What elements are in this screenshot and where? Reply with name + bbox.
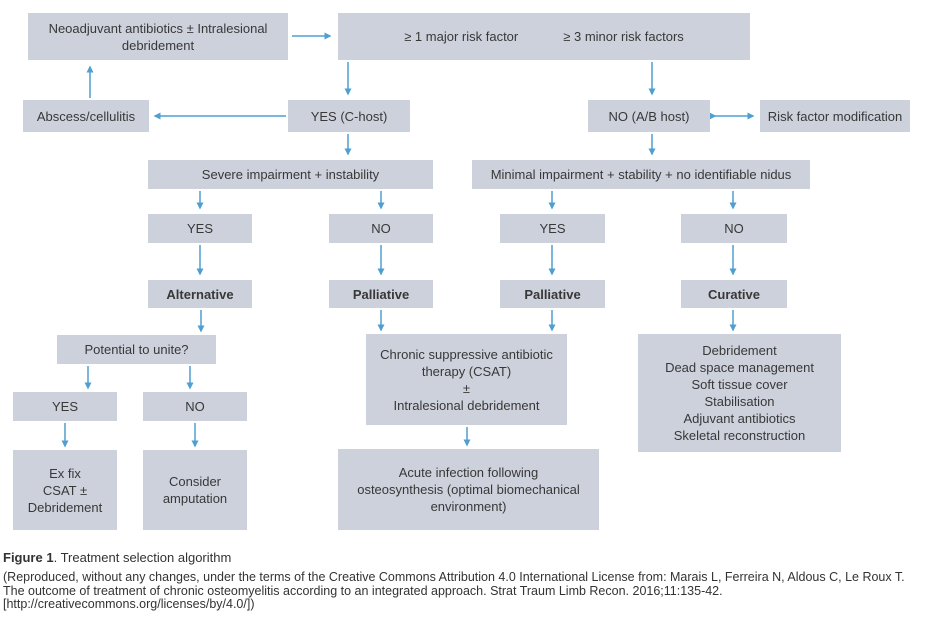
node-csat <box>366 334 567 425</box>
node-text: YES <box>186 221 213 236</box>
node-risk-factor-modification <box>760 100 910 132</box>
node-minimal-impairment <box>472 160 810 189</box>
node-text: Alternative <box>166 286 234 302</box>
node-yes-unite <box>13 392 117 421</box>
list-item: Adjuvant antibiotics <box>683 411 796 426</box>
node-yes-c-host <box>288 100 410 132</box>
node-no-ab-host <box>588 100 710 132</box>
node-palliative-right <box>500 280 605 308</box>
node-text: therapy (CSAT) <box>421 363 512 379</box>
node-text: Risk factor modification <box>767 108 903 124</box>
node-no-unite <box>143 392 247 421</box>
node-text: Minimal impairment + stability + no identifiable nidus <box>490 167 792 182</box>
node-text: NO <box>185 399 205 414</box>
node-text: YES (C-host) <box>310 108 388 124</box>
node-text: amputation <box>162 491 228 506</box>
node-text: Neoadjuvant antibiotics ± Intralesional <box>48 20 268 36</box>
node-text: Palliative <box>524 286 581 302</box>
node-text: YES <box>51 399 78 414</box>
node-text: Chronic suppressive antibiotic <box>380 346 553 362</box>
major-risk-factor-text: ≥ 1 major risk factor <box>404 29 519 44</box>
node-risk-factors <box>338 13 750 60</box>
figure-caption-title <box>3 549 923 567</box>
list-item: Dead space management <box>665 360 814 375</box>
list-item: Debridement <box>702 343 777 358</box>
list-item: Skeletal reconstruction <box>673 428 806 443</box>
node-curative-treatment-list <box>638 334 841 452</box>
figure-title-text: . Treatment selection algorithm <box>53 550 232 565</box>
node-text: Acute infection following <box>398 465 539 480</box>
node-text: Palliative <box>352 286 410 302</box>
node-text: osteosynthesis (optimal biomechanical <box>357 482 580 497</box>
node-no-minimal <box>681 214 787 243</box>
node-acute-infection <box>338 449 599 530</box>
figure-credit-text: (Reproduced, without any changes, under the terms of the Creative Commons Attribution 4.0 International License from: Marais L, Ferreira N, Aldous C, Le Roux T. The outcome of treatment of chronic osteomyelitis according to an integrated approach. Strat Traum Limb Recon. 2016;11:135-42. [http://creativecommons.org/licenses/by/4.0/]) <box>3 570 905 611</box>
list-item: Stabilisation <box>704 394 775 409</box>
node-text: CSAT ± <box>42 482 88 498</box>
node-text: NO <box>724 221 744 236</box>
node-text: YES <box>539 221 566 236</box>
node-text: Intralesional debridement <box>393 397 540 413</box>
node-text: environment) <box>430 499 507 514</box>
node-yes-severe <box>148 214 252 243</box>
node-neoadjuvant-antibiotics <box>28 13 288 60</box>
node-text: Debridement <box>27 499 103 515</box>
figure-label: Figure 1 <box>3 550 54 565</box>
node-text: ± <box>462 380 471 396</box>
node-curative <box>681 280 787 308</box>
node-text: Abscess/cellulitis <box>36 108 136 124</box>
node-text: Potential to unite? <box>84 342 189 357</box>
node-text: debridement <box>121 37 195 53</box>
node-palliative-left <box>329 280 433 308</box>
node-text: NO <box>371 221 391 236</box>
node-ex-fix <box>13 450 117 530</box>
node-alternative <box>148 280 252 308</box>
minor-risk-factor-text: ≥ 3 minor risk factors <box>563 29 684 44</box>
node-severe-impairment <box>148 160 433 189</box>
node-text: Ex fix <box>49 465 81 481</box>
node-yes-minimal <box>500 214 605 243</box>
node-text: Severe impairment + instability <box>201 167 380 182</box>
node-no-severe <box>329 214 433 243</box>
node-text: NO (A/B host) <box>608 108 690 124</box>
node-text: Curative <box>707 286 761 302</box>
node-potential-to-unite <box>57 335 216 364</box>
figure-caption <box>3 549 923 612</box>
node-text: Consider <box>168 474 222 489</box>
node-consider-amputation <box>143 450 247 530</box>
node-abscess-cellulitis <box>23 100 149 132</box>
list-item: Soft tissue cover <box>691 377 788 392</box>
